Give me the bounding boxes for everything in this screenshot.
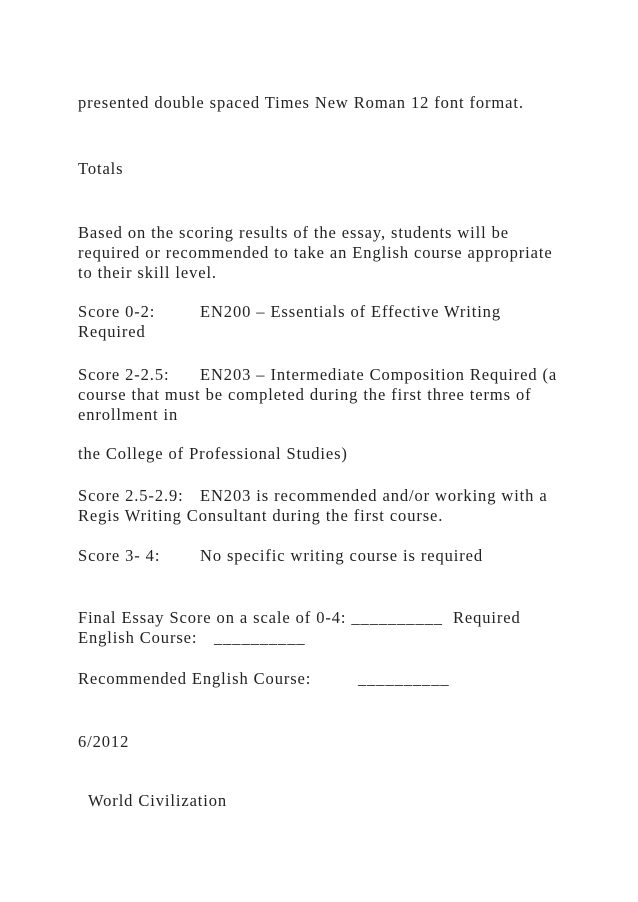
score-0-2-label: Score 0-2: [78,302,156,321]
paragraph-line: required or recommended to take an English course appropriate [78,243,553,262]
score-2.5-2.9-label: Score 2.5-2.9: [78,486,184,505]
score-3-4-label: Score 3- 4: [78,546,161,565]
score-0-2-row [78,301,501,323]
score-2-2.5-label: Score 2-2.5: [78,365,170,384]
score-2.5-2.9-row [78,485,548,507]
score-2-2.5-text: EN203 – Intermediate Composition Required (a [200,365,558,384]
date-line: 6/2012 [78,732,130,751]
recommended-course-label: Recommended English Course: [78,669,312,688]
score-0-2-continuation: Required [78,322,146,341]
college-line: the College of Professional Studies) [78,444,348,463]
final-score-line: Final Essay Score on a scale of 0-4: __________ Required [78,608,521,627]
score-3-4-row [78,545,483,567]
score-2.5-2.9-continuation: Regis Writing Consultant during the first course. [78,506,444,525]
paragraph-line: to their skill level. [78,263,217,282]
score-0-2-text: EN200 – Essentials of Effective Writing [200,302,501,321]
paragraph-line: Based on the scoring results of the essay, students will be [78,223,510,242]
required-course-row [78,627,306,649]
world-civilization-heading: World Civilization [88,791,228,810]
score-3-4-text: No specific writing course is required [200,546,483,565]
recommended-course-row [78,668,450,690]
required-course-blank: __________ [214,628,306,647]
score-2-2.5-continuation: enrollment in [78,405,179,424]
score-2-2.5-row [78,364,557,386]
totals-heading: Totals [78,159,124,178]
required-course-label: English Course: [78,628,198,647]
score-2-2.5-continuation: course that must be completed during the first three terms of [78,385,532,404]
intro-line: presented double spaced Times New Roman 12 font format. [78,93,524,112]
recommended-course-blank: __________ [358,669,450,688]
score-2.5-2.9-text: EN203 is recommended and/or working with a [200,486,548,505]
